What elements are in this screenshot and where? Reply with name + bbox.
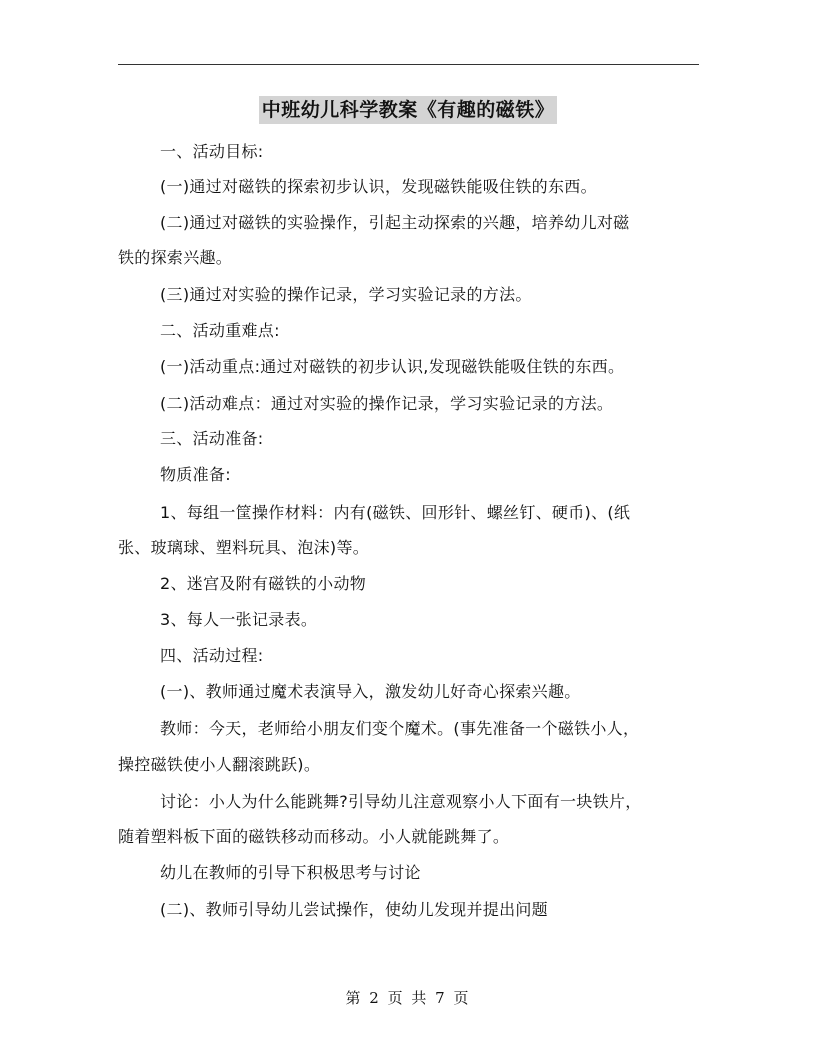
paragraph-line: (二)活动难点：通过对实验的操作记录，学习实验记录的方法。 xyxy=(160,394,614,413)
paragraph-line: 一、活动目标: xyxy=(160,142,264,161)
paragraph-line: 教师：今天，老师给小朋友们变个魔术。(事先准备一个磁铁小人， xyxy=(160,719,640,738)
paragraph-line: 张、玻璃球、塑料玩具、泡沫)等。 xyxy=(118,538,370,557)
paragraph-line: 物质准备: xyxy=(160,465,231,484)
paragraph-line: (一)活动重点:通过对磁铁的初步认识,发现磁铁能吸住铁的东西。 xyxy=(160,357,625,376)
paragraph-line: 2、迷宫及附有磁铁的小动物 xyxy=(160,574,367,593)
paragraph-line: 铁的探索兴趣。 xyxy=(118,248,233,267)
paragraph-line: (一)通过对磁铁的探索初步认识，发现磁铁能吸住铁的东西。 xyxy=(160,177,597,196)
title-row xyxy=(0,96,816,124)
paragraph-line: (三)通过对实验的操作记录，学习实验记录的方法。 xyxy=(160,285,532,304)
header-rule xyxy=(118,64,699,65)
paragraph-line: (一)、教师通过魔术表演导入，激发幼儿好奇心探索兴趣。 xyxy=(160,682,581,701)
paragraph-line: (二)、教师引导幼儿尝试操作，使幼儿发现并提出问题 xyxy=(160,900,548,919)
page-number: 第 2 页 共 7 页 xyxy=(345,989,471,1007)
paragraph-line: (二)通过对磁铁的实验操作，引起主动探索的兴趣，培养幼儿对磁 xyxy=(160,213,630,232)
document-title: 中班幼儿科学教案《有趣的磁铁》 xyxy=(259,96,558,124)
paragraph-line: 讨论：小人为什么能跳舞?引导幼儿注意观察小人下面有一块铁片， xyxy=(160,792,642,811)
paragraph-line: 三、活动准备: xyxy=(160,429,264,448)
paragraph-line: 操控磁铁使小人翻滚跳跃)。 xyxy=(118,755,321,774)
paragraph-line: 四、活动过程: xyxy=(160,646,264,665)
paragraph-line: 3、每人一张记录表。 xyxy=(160,610,318,629)
paragraph-line: 二、活动重难点: xyxy=(160,321,280,340)
paragraph-line: 幼儿在教师的引导下积极思考与讨论 xyxy=(160,863,421,882)
paragraph-line: 1、每组一筐操作材料：内有(磁铁、回形针、螺丝钉、硬币)、(纸 xyxy=(160,503,631,522)
paragraph-line: 随着塑料板下面的磁铁移动而移动。小人就能跳舞了。 xyxy=(118,827,510,846)
